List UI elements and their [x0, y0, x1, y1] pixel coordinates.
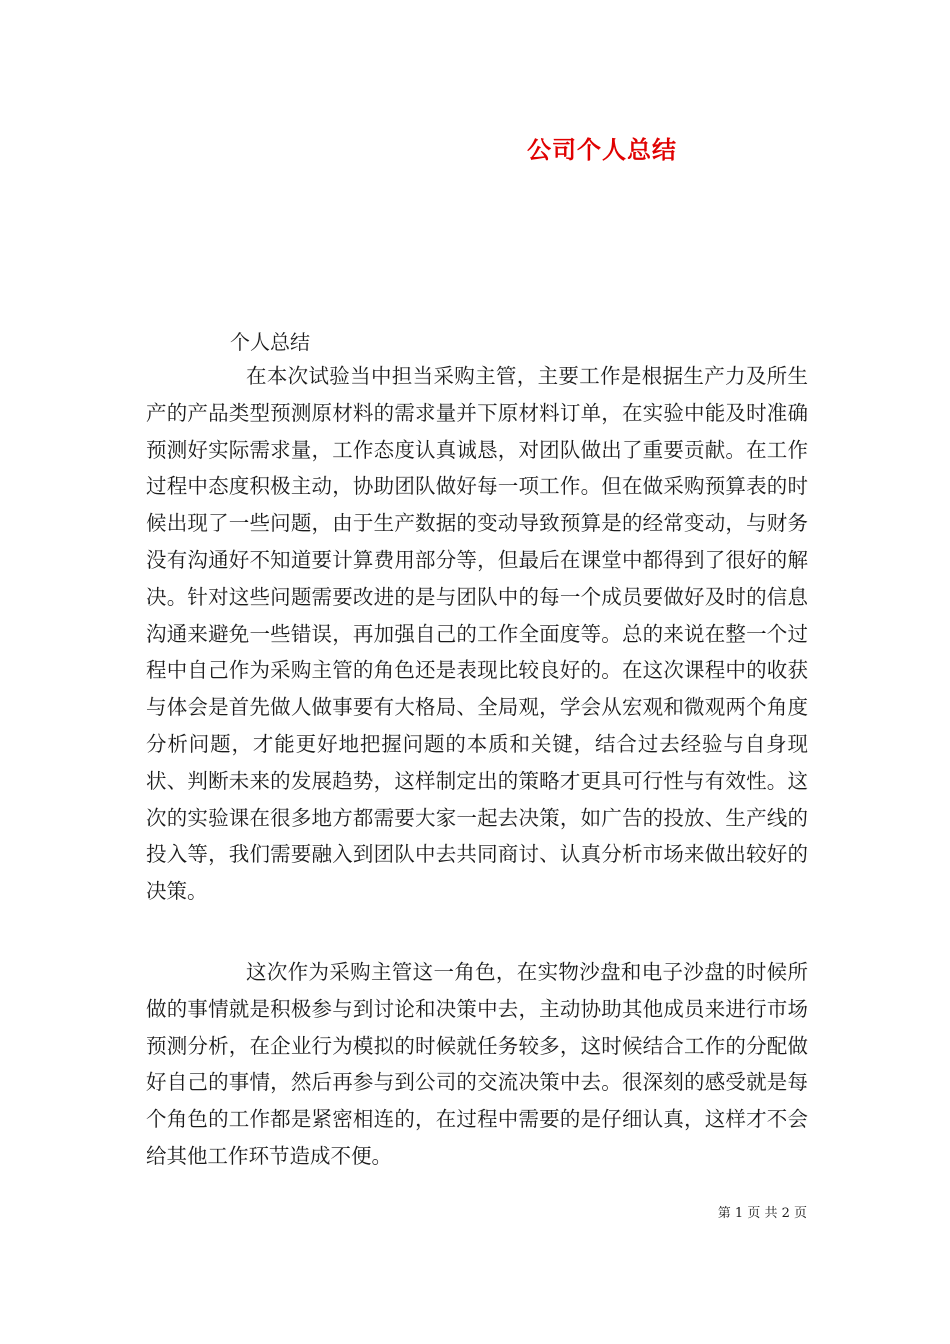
body-paragraph-1: 在本次试验当中担当采购主管，主要工作是根据生产力及所生产的产品类型预测原材料的需求量并下原材料订单，在实验中能及时准确预测好实际需求量，工作态度认真诚恳，对团队做出了重要贡献。在工作过程中态度积极主动，协助团队做好每一项工作。但在做采购预算表的时候出现了一些问题，由于生产数据的变动导致预算是的经常变动，与财务没有沟通好不知道要计算费用部分等，但最后在课堂中都得到了很好的解决。针对这些问题需要改进的是与团队中的每一个成员要做好及时的信息沟通来避免一些错误，再加强自己的工作全面度等。总的来说在整一个过程中自己作为采购主管的角色还是表现比较良好的。在这次课程中的收获与体会是首先做人做事要有大格局、全局观，学会从宏观和微观两个角度分析问题，才能更好地把握问题的本质和关键，结合过去经验与自身现状、判断未来的发展趋势，这样制定出的策略才更具可行性与有效性。这次的实验课在很多地方都需要大家一起去决策，如广告的投放、生产线的投入等，我们需要融入到团队中去共同商讨、认真分析市场来做出较好的决策。	[146, 364, 808, 904]
section-heading: 个人总结	[230, 330, 310, 354]
body-paragraph-2: 这次作为采购主管这一角色，在实物沙盘和电子沙盘的时候所做的事情就是积极参与到讨论和决策中去，主动协助其他成员来进行市场预测分析，在企业行为模拟的时候就任务较多，这时候结合工作的分配做好自己的事情，然后再参与到公司的交流决策中去。很深刻的感受就是每个角色的工作都是紧密相连的，在过程中需要的是仔细认真，这样才不会给其他工作环节造成不便。	[146, 960, 808, 1168]
page-number-footer: 第 1 页 共 2 页	[717, 1206, 807, 1221]
document-title: 公司个人总结	[527, 135, 677, 164]
